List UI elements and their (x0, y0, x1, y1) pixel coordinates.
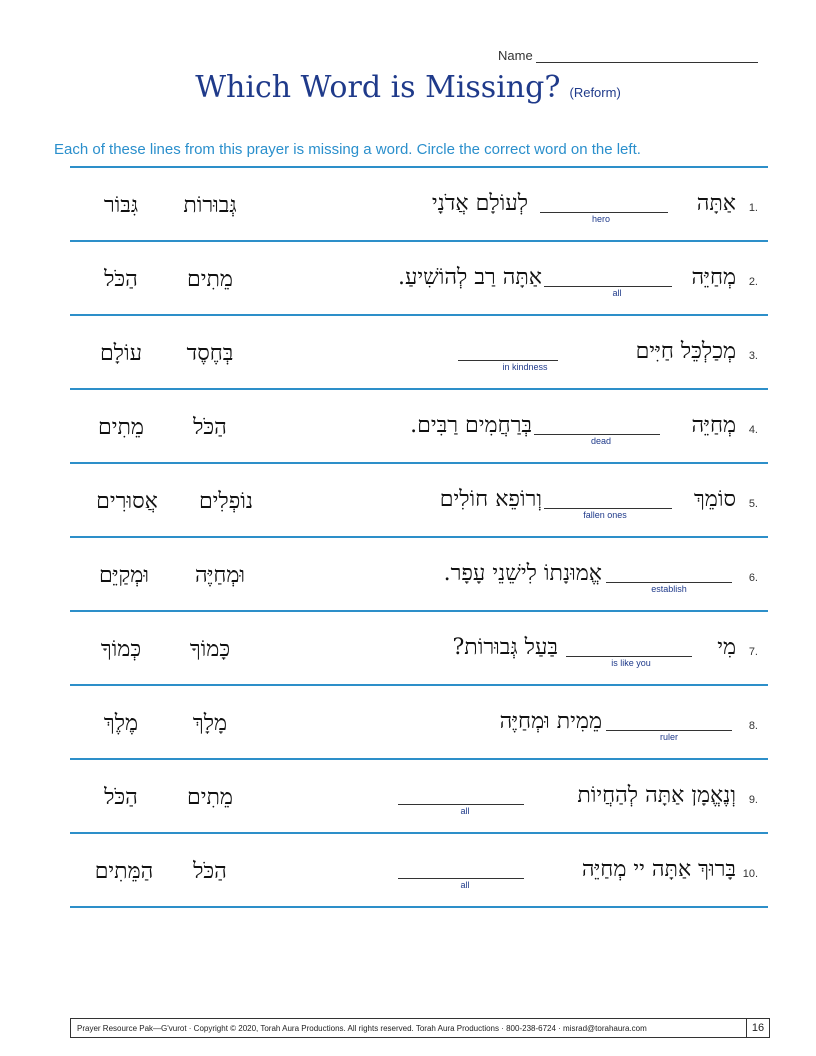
answer-blank[interactable] (544, 508, 672, 509)
hint-text: ruler (659, 732, 678, 742)
answer-blank[interactable] (544, 286, 672, 287)
question-row (70, 760, 768, 834)
answer-blank[interactable] (398, 804, 524, 805)
answer-blank[interactable] (458, 360, 558, 361)
option-1[interactable]: מֵתִים (187, 785, 233, 810)
hint-text: fallen ones (583, 510, 627, 520)
answer-blank[interactable] (534, 434, 660, 435)
option-1[interactable]: מֵתִים (187, 267, 233, 292)
question-row (70, 464, 768, 538)
hebrew-text-right: מְחַיֵּה (691, 413, 736, 438)
option-1[interactable]: וּמְחַיֶּה (194, 563, 246, 588)
hebrew-text-right: מִי (717, 635, 736, 660)
hint-text: is like you (611, 658, 651, 668)
hebrew-text-right: סוֹמֵךְ (694, 487, 736, 512)
hebrew-text-right: מְכַלְכֵּל חַיִּים (635, 339, 736, 364)
question-row (70, 834, 768, 908)
question-number: 10. (742, 868, 758, 880)
option-1[interactable]: כָּמוֹךָ (189, 637, 231, 662)
question-number: 2. (748, 276, 758, 288)
answer-blank[interactable] (606, 582, 732, 583)
question-list (70, 166, 768, 908)
question-row (70, 686, 768, 760)
option-1[interactable]: בְּחֶסֶד (186, 341, 234, 366)
hint-text: establish (651, 584, 687, 594)
hebrew-text-right: בָּרוּךְ אַתָּה יי מְחַיֵּה (581, 857, 736, 882)
page-number: 16 (746, 1019, 769, 1037)
question-row (70, 242, 768, 316)
hebrew-text-left: אֱמוּנָתוֹ לִישֵׁנֵי עָפָר. (443, 561, 602, 586)
page-title (0, 70, 816, 105)
name-field[interactable] (498, 48, 758, 63)
option-2[interactable]: עוֹלָם (99, 341, 143, 366)
hebrew-text-right: מְחַיֵּה (691, 265, 736, 290)
question-number: 8. (748, 720, 758, 732)
hebrew-text-left: אַתָּה רַב לְהוֹשִׁיעַ. (397, 265, 542, 290)
hebrew-text-left: וְרוֹפֵא חוֹלִים (439, 487, 542, 512)
question-row (70, 390, 768, 464)
option-1[interactable]: הַכֹּל (193, 859, 227, 884)
option-2[interactable]: הַכֹּל (104, 785, 138, 810)
answer-blank[interactable] (606, 730, 732, 731)
footer-text: Prayer Resource Pak—G'vurot · Copyright © 2020, Torah Aura Productions. All rights reserved. Torah Aura Productions · 800-238-6724 · misrad@torahaura.com (77, 1023, 647, 1033)
hint-text: all (460, 806, 470, 816)
question-row (70, 612, 768, 686)
hebrew-text-left: לְעוֹלָם אֲדֹנָי (431, 191, 528, 216)
answer-blank[interactable] (540, 212, 668, 213)
hint-text: dead (590, 436, 612, 446)
hint-text: all (612, 288, 622, 298)
hebrew-text-right: וְנֶאֱמָן אַתָּה לְהַחֲיוֹת (577, 783, 736, 808)
hebrew-text-left: בְּרַחֲמִים רַבִּים. (410, 413, 532, 438)
question-row (70, 538, 768, 612)
hint-text: in kindness (502, 362, 548, 372)
title-subtitle: (Reform) (569, 85, 621, 100)
hebrew-text-left: מֵמִית וּמְחַיֶּה (499, 709, 602, 734)
option-1[interactable]: גְּבוּרוֹת (183, 193, 237, 218)
option-2[interactable]: אֲסוּרִים (96, 489, 158, 514)
question-number: 6. (748, 572, 758, 584)
question-number: 9. (748, 794, 758, 806)
title-main: Which Word is Missing? (195, 70, 561, 105)
option-2[interactable]: וּמְקַיֵּם (99, 563, 149, 588)
question-row (70, 166, 768, 242)
question-number: 5. (748, 498, 758, 510)
option-2[interactable]: גִּבּוֹר (103, 193, 139, 218)
answer-blank[interactable] (566, 656, 692, 657)
footer (70, 1018, 770, 1038)
question-number: 1. (748, 202, 758, 214)
name-label: Name (498, 48, 533, 63)
question-number: 4. (748, 424, 758, 436)
name-blank[interactable] (536, 50, 758, 63)
option-2[interactable]: הַמֵּתִים (94, 859, 154, 884)
question-row (70, 316, 768, 390)
instructions: Each of these lines from this prayer is missing a word. Circle the correct word on the left. (54, 141, 641, 158)
option-1[interactable]: מָלָךְ (192, 711, 228, 736)
hint-text: all (460, 880, 470, 890)
option-1[interactable]: נוֹפְלִים (198, 489, 254, 514)
option-2[interactable]: הַכֹּל (104, 267, 138, 292)
hebrew-text-right: אַתָּה (696, 191, 736, 216)
hebrew-text-left: בַּעַל גְּבוּרוֹת? (452, 635, 558, 660)
question-number: 7. (748, 646, 758, 658)
hint-text: hero (591, 214, 610, 224)
option-1[interactable]: הַכֹּל (193, 415, 227, 440)
question-number: 3. (748, 350, 758, 362)
option-2[interactable]: כְּמוֹךָ (100, 637, 142, 662)
answer-blank[interactable] (398, 878, 524, 879)
option-2[interactable]: מֶלֶךְ (103, 711, 139, 736)
option-2[interactable]: מֵתִים (98, 415, 144, 440)
